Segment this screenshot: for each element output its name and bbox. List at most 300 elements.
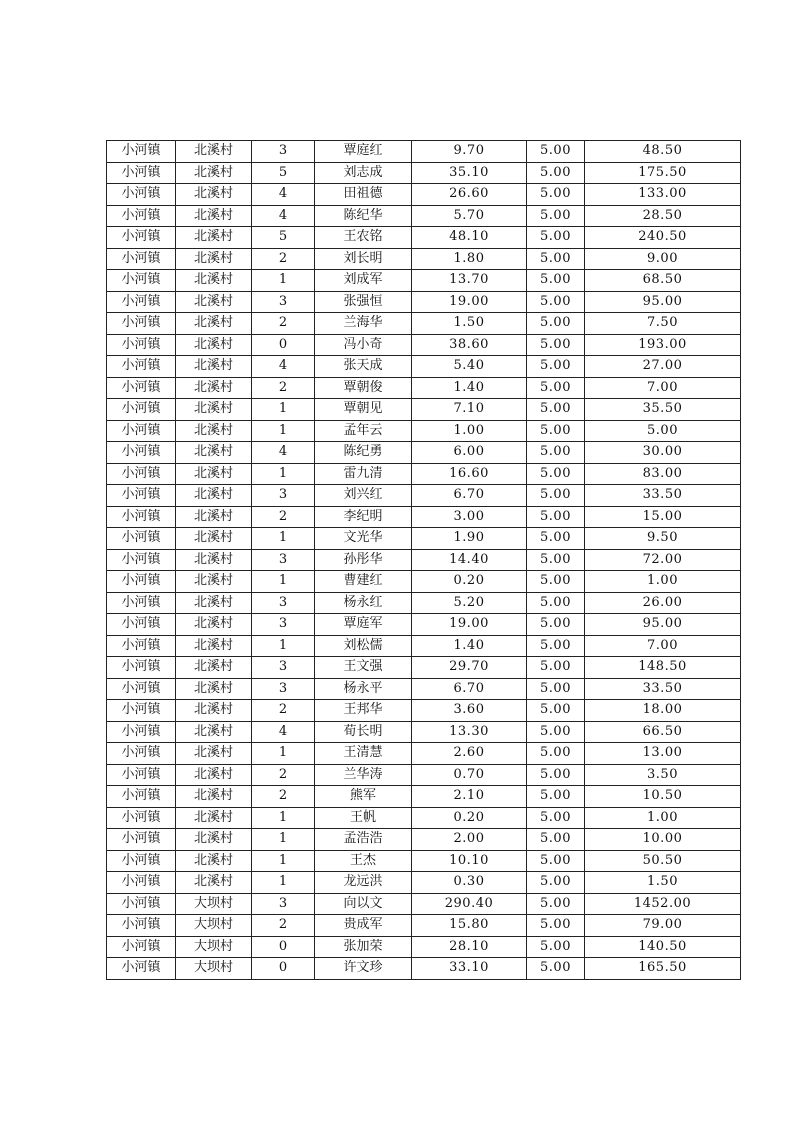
count-cell: 4 (252, 442, 315, 464)
amount-cell: 1.50 (585, 872, 741, 894)
town-cell: 小河镇 (107, 678, 176, 700)
rate-cell: 5.00 (527, 506, 585, 528)
count-cell: 0 (252, 334, 315, 356)
amount-cell: 5.00 (585, 420, 741, 442)
table-row (107, 205, 741, 227)
count-cell: 1 (252, 635, 315, 657)
area-cell: 2.00 (412, 829, 527, 851)
village-cell: 北溪村 (176, 614, 252, 636)
name-cell: 刘长明 (315, 248, 412, 270)
village-cell: 北溪村 (176, 657, 252, 679)
rate-cell: 5.00 (527, 270, 585, 292)
village-cell: 大坝村 (176, 936, 252, 958)
amount-cell: 68.50 (585, 270, 741, 292)
amount-cell: 35.50 (585, 399, 741, 421)
count-cell: 2 (252, 700, 315, 722)
village-cell: 北溪村 (176, 872, 252, 894)
name-cell: 陈纪勇 (315, 442, 412, 464)
name-cell: 覃庭军 (315, 614, 412, 636)
area-cell: 3.00 (412, 506, 527, 528)
village-cell: 北溪村 (176, 700, 252, 722)
town-cell: 小河镇 (107, 442, 176, 464)
amount-cell: 33.50 (585, 485, 741, 507)
name-cell: 兰华涛 (315, 764, 412, 786)
count-cell: 2 (252, 377, 315, 399)
village-cell: 北溪村 (176, 829, 252, 851)
rate-cell: 5.00 (527, 377, 585, 399)
count-cell: 4 (252, 205, 315, 227)
table-row (107, 915, 741, 937)
village-cell: 北溪村 (176, 420, 252, 442)
rate-cell: 5.00 (527, 313, 585, 335)
rate-cell: 5.00 (527, 162, 585, 184)
name-cell: 龙远洪 (315, 872, 412, 894)
table-row (107, 184, 741, 206)
town-cell: 小河镇 (107, 850, 176, 872)
rate-cell: 5.00 (527, 248, 585, 270)
village-cell: 北溪村 (176, 291, 252, 313)
rate-cell: 5.00 (527, 291, 585, 313)
amount-cell: 1.00 (585, 571, 741, 593)
name-cell: 孟年云 (315, 420, 412, 442)
amount-cell: 50.50 (585, 850, 741, 872)
village-cell: 北溪村 (176, 313, 252, 335)
area-cell: 7.10 (412, 399, 527, 421)
town-cell: 小河镇 (107, 270, 176, 292)
table-row (107, 635, 741, 657)
village-cell: 大坝村 (176, 893, 252, 915)
table-row (107, 721, 741, 743)
area-cell: 14.40 (412, 549, 527, 571)
amount-cell: 18.00 (585, 700, 741, 722)
amount-cell: 1.00 (585, 807, 741, 829)
rate-cell: 5.00 (527, 463, 585, 485)
count-cell: 2 (252, 786, 315, 808)
count-cell: 2 (252, 313, 315, 335)
amount-cell: 140.50 (585, 936, 741, 958)
rate-cell: 5.00 (527, 528, 585, 550)
amount-cell: 1452.00 (585, 893, 741, 915)
village-cell: 北溪村 (176, 141, 252, 163)
town-cell: 小河镇 (107, 700, 176, 722)
amount-cell: 27.00 (585, 356, 741, 378)
village-cell: 北溪村 (176, 807, 252, 829)
name-cell: 张强恒 (315, 291, 412, 313)
name-cell: 贵成军 (315, 915, 412, 937)
count-cell: 1 (252, 829, 315, 851)
table-row (107, 270, 741, 292)
town-cell: 小河镇 (107, 141, 176, 163)
village-cell: 北溪村 (176, 356, 252, 378)
rate-cell: 5.00 (527, 700, 585, 722)
area-cell: 2.10 (412, 786, 527, 808)
town-cell: 小河镇 (107, 936, 176, 958)
table-row (107, 141, 741, 163)
area-cell: 29.70 (412, 657, 527, 679)
town-cell: 小河镇 (107, 184, 176, 206)
village-cell: 北溪村 (176, 442, 252, 464)
name-cell: 熊军 (315, 786, 412, 808)
town-cell: 小河镇 (107, 614, 176, 636)
name-cell: 刘兴红 (315, 485, 412, 507)
area-cell: 1.00 (412, 420, 527, 442)
rate-cell: 5.00 (527, 184, 585, 206)
name-cell: 兰海华 (315, 313, 412, 335)
name-cell: 向以文 (315, 893, 412, 915)
count-cell: 3 (252, 485, 315, 507)
table-row (107, 463, 741, 485)
area-cell: 1.40 (412, 377, 527, 399)
village-cell: 大坝村 (176, 958, 252, 980)
name-cell: 刘成军 (315, 270, 412, 292)
area-cell: 10.10 (412, 850, 527, 872)
table-row (107, 485, 741, 507)
town-cell: 小河镇 (107, 958, 176, 980)
rate-cell: 5.00 (527, 657, 585, 679)
area-cell: 9.70 (412, 141, 527, 163)
amount-cell: 193.00 (585, 334, 741, 356)
village-cell: 北溪村 (176, 786, 252, 808)
table-row (107, 248, 741, 270)
rate-cell: 5.00 (527, 227, 585, 249)
area-cell: 1.90 (412, 528, 527, 550)
rate-cell: 5.00 (527, 399, 585, 421)
area-cell: 5.20 (412, 592, 527, 614)
rate-cell: 5.00 (527, 678, 585, 700)
name-cell: 刘志成 (315, 162, 412, 184)
rate-cell: 5.00 (527, 442, 585, 464)
town-cell: 小河镇 (107, 485, 176, 507)
rate-cell: 5.00 (527, 141, 585, 163)
amount-cell: 95.00 (585, 291, 741, 313)
name-cell: 张加荣 (315, 936, 412, 958)
area-cell: 13.70 (412, 270, 527, 292)
count-cell: 1 (252, 463, 315, 485)
table-row (107, 592, 741, 614)
area-cell: 13.30 (412, 721, 527, 743)
area-cell: 5.70 (412, 205, 527, 227)
rate-cell: 5.00 (527, 915, 585, 937)
name-cell: 曹建红 (315, 571, 412, 593)
rate-cell: 5.00 (527, 592, 585, 614)
town-cell: 小河镇 (107, 592, 176, 614)
table-row (107, 506, 741, 528)
village-cell: 北溪村 (176, 743, 252, 765)
rate-cell: 5.00 (527, 485, 585, 507)
name-cell: 覃庭红 (315, 141, 412, 163)
area-cell: 48.10 (412, 227, 527, 249)
town-cell: 小河镇 (107, 313, 176, 335)
village-cell: 北溪村 (176, 399, 252, 421)
amount-cell: 79.00 (585, 915, 741, 937)
name-cell: 田祖德 (315, 184, 412, 206)
name-cell: 冯小奇 (315, 334, 412, 356)
count-cell: 3 (252, 678, 315, 700)
count-cell: 0 (252, 936, 315, 958)
table-row (107, 227, 741, 249)
name-cell: 文光华 (315, 528, 412, 550)
amount-cell: 175.50 (585, 162, 741, 184)
town-cell: 小河镇 (107, 463, 176, 485)
amount-cell: 9.50 (585, 528, 741, 550)
count-cell: 2 (252, 506, 315, 528)
name-cell: 王帆 (315, 807, 412, 829)
table-row (107, 420, 741, 442)
name-cell: 李纪明 (315, 506, 412, 528)
village-cell: 北溪村 (176, 334, 252, 356)
table-row (107, 291, 741, 313)
document-page (106, 140, 740, 980)
rate-cell: 5.00 (527, 743, 585, 765)
town-cell: 小河镇 (107, 162, 176, 184)
area-cell: 33.10 (412, 958, 527, 980)
table-row (107, 743, 741, 765)
area-cell: 1.80 (412, 248, 527, 270)
count-cell: 3 (252, 893, 315, 915)
area-cell: 0.20 (412, 571, 527, 593)
village-cell: 北溪村 (176, 162, 252, 184)
name-cell: 雷九清 (315, 463, 412, 485)
area-cell: 28.10 (412, 936, 527, 958)
table-row (107, 700, 741, 722)
table-row (107, 958, 741, 980)
table-row (107, 936, 741, 958)
rate-cell: 5.00 (527, 936, 585, 958)
count-cell: 1 (252, 872, 315, 894)
rate-cell: 5.00 (527, 850, 585, 872)
table-row (107, 377, 741, 399)
rate-cell: 5.00 (527, 764, 585, 786)
village-cell: 北溪村 (176, 678, 252, 700)
area-cell: 19.00 (412, 291, 527, 313)
rate-cell: 5.00 (527, 635, 585, 657)
count-cell: 5 (252, 227, 315, 249)
area-cell: 15.80 (412, 915, 527, 937)
amount-cell: 9.00 (585, 248, 741, 270)
rate-cell: 5.00 (527, 334, 585, 356)
village-cell: 北溪村 (176, 635, 252, 657)
count-cell: 1 (252, 571, 315, 593)
name-cell: 许文珍 (315, 958, 412, 980)
table-row (107, 829, 741, 851)
rate-cell: 5.00 (527, 807, 585, 829)
table-row (107, 162, 741, 184)
name-cell: 杨永平 (315, 678, 412, 700)
table-row (107, 872, 741, 894)
count-cell: 4 (252, 184, 315, 206)
amount-cell: 33.50 (585, 678, 741, 700)
name-cell: 孙彤华 (315, 549, 412, 571)
rate-cell: 5.00 (527, 721, 585, 743)
count-cell: 3 (252, 614, 315, 636)
area-cell: 0.70 (412, 764, 527, 786)
town-cell: 小河镇 (107, 399, 176, 421)
area-cell: 6.00 (412, 442, 527, 464)
area-cell: 1.50 (412, 313, 527, 335)
name-cell: 孟浩浩 (315, 829, 412, 851)
rate-cell: 5.00 (527, 571, 585, 593)
name-cell: 陈纪华 (315, 205, 412, 227)
area-cell: 6.70 (412, 485, 527, 507)
count-cell: 3 (252, 657, 315, 679)
town-cell: 小河镇 (107, 915, 176, 937)
amount-cell: 72.00 (585, 549, 741, 571)
town-cell: 小河镇 (107, 248, 176, 270)
rate-cell: 5.00 (527, 356, 585, 378)
table-row (107, 657, 741, 679)
town-cell: 小河镇 (107, 356, 176, 378)
count-cell: 1 (252, 850, 315, 872)
count-cell: 3 (252, 291, 315, 313)
village-cell: 大坝村 (176, 915, 252, 937)
name-cell: 王文强 (315, 657, 412, 679)
area-cell: 35.10 (412, 162, 527, 184)
count-cell: 2 (252, 248, 315, 270)
table-row (107, 786, 741, 808)
town-cell: 小河镇 (107, 334, 176, 356)
table-row (107, 764, 741, 786)
amount-cell: 148.50 (585, 657, 741, 679)
table-row (107, 528, 741, 550)
area-cell: 6.70 (412, 678, 527, 700)
town-cell: 小河镇 (107, 721, 176, 743)
village-cell: 北溪村 (176, 721, 252, 743)
amount-cell: 66.50 (585, 721, 741, 743)
amount-cell: 48.50 (585, 141, 741, 163)
town-cell: 小河镇 (107, 420, 176, 442)
rate-cell: 5.00 (527, 893, 585, 915)
area-cell: 290.40 (412, 893, 527, 915)
town-cell: 小河镇 (107, 893, 176, 915)
amount-cell: 30.00 (585, 442, 741, 464)
town-cell: 小河镇 (107, 528, 176, 550)
village-cell: 北溪村 (176, 377, 252, 399)
area-cell: 3.60 (412, 700, 527, 722)
town-cell: 小河镇 (107, 829, 176, 851)
rate-cell: 5.00 (527, 420, 585, 442)
amount-cell: 165.50 (585, 958, 741, 980)
count-cell: 1 (252, 420, 315, 442)
table-body (107, 141, 741, 980)
village-cell: 北溪村 (176, 764, 252, 786)
village-cell: 北溪村 (176, 205, 252, 227)
rate-cell: 5.00 (527, 549, 585, 571)
table-row (107, 893, 741, 915)
amount-cell: 10.50 (585, 786, 741, 808)
count-cell: 2 (252, 915, 315, 937)
town-cell: 小河镇 (107, 291, 176, 313)
data-table (106, 140, 741, 980)
table-row (107, 313, 741, 335)
town-cell: 小河镇 (107, 549, 176, 571)
village-cell: 北溪村 (176, 270, 252, 292)
table-row (107, 334, 741, 356)
amount-cell: 133.00 (585, 184, 741, 206)
amount-cell: 7.00 (585, 635, 741, 657)
area-cell: 38.60 (412, 334, 527, 356)
table-row (107, 614, 741, 636)
town-cell: 小河镇 (107, 377, 176, 399)
table-row (107, 678, 741, 700)
amount-cell: 95.00 (585, 614, 741, 636)
rate-cell: 5.00 (527, 872, 585, 894)
village-cell: 北溪村 (176, 571, 252, 593)
village-cell: 北溪村 (176, 506, 252, 528)
table-row (107, 356, 741, 378)
count-cell: 4 (252, 356, 315, 378)
amount-cell: 83.00 (585, 463, 741, 485)
town-cell: 小河镇 (107, 506, 176, 528)
town-cell: 小河镇 (107, 807, 176, 829)
village-cell: 北溪村 (176, 227, 252, 249)
village-cell: 北溪村 (176, 850, 252, 872)
town-cell: 小河镇 (107, 205, 176, 227)
table-row (107, 571, 741, 593)
village-cell: 北溪村 (176, 549, 252, 571)
area-cell: 1.40 (412, 635, 527, 657)
name-cell: 覃朝见 (315, 399, 412, 421)
town-cell: 小河镇 (107, 571, 176, 593)
town-cell: 小河镇 (107, 786, 176, 808)
count-cell: 3 (252, 141, 315, 163)
name-cell: 王清慧 (315, 743, 412, 765)
area-cell: 16.60 (412, 463, 527, 485)
town-cell: 小河镇 (107, 872, 176, 894)
village-cell: 北溪村 (176, 592, 252, 614)
amount-cell: 28.50 (585, 205, 741, 227)
village-cell: 北溪村 (176, 463, 252, 485)
amount-cell: 240.50 (585, 227, 741, 249)
count-cell: 0 (252, 958, 315, 980)
town-cell: 小河镇 (107, 227, 176, 249)
count-cell: 1 (252, 807, 315, 829)
count-cell: 5 (252, 162, 315, 184)
count-cell: 4 (252, 721, 315, 743)
rate-cell: 5.00 (527, 614, 585, 636)
count-cell: 1 (252, 743, 315, 765)
table-row (107, 850, 741, 872)
name-cell: 覃朝俊 (315, 377, 412, 399)
count-cell: 1 (252, 528, 315, 550)
amount-cell: 15.00 (585, 506, 741, 528)
area-cell: 19.00 (412, 614, 527, 636)
count-cell: 3 (252, 592, 315, 614)
village-cell: 北溪村 (176, 248, 252, 270)
rate-cell: 5.00 (527, 958, 585, 980)
town-cell: 小河镇 (107, 743, 176, 765)
area-cell: 0.30 (412, 872, 527, 894)
amount-cell: 3.50 (585, 764, 741, 786)
name-cell: 荀长明 (315, 721, 412, 743)
amount-cell: 10.00 (585, 829, 741, 851)
count-cell: 2 (252, 764, 315, 786)
name-cell: 王邦华 (315, 700, 412, 722)
area-cell: 26.60 (412, 184, 527, 206)
village-cell: 北溪村 (176, 184, 252, 206)
name-cell: 王杰 (315, 850, 412, 872)
amount-cell: 13.00 (585, 743, 741, 765)
village-cell: 北溪村 (176, 485, 252, 507)
table-row (107, 399, 741, 421)
amount-cell: 26.00 (585, 592, 741, 614)
rate-cell: 5.00 (527, 829, 585, 851)
table-row (107, 549, 741, 571)
table-row (107, 442, 741, 464)
amount-cell: 7.00 (585, 377, 741, 399)
count-cell: 3 (252, 549, 315, 571)
name-cell: 杨永红 (315, 592, 412, 614)
amount-cell: 7.50 (585, 313, 741, 335)
